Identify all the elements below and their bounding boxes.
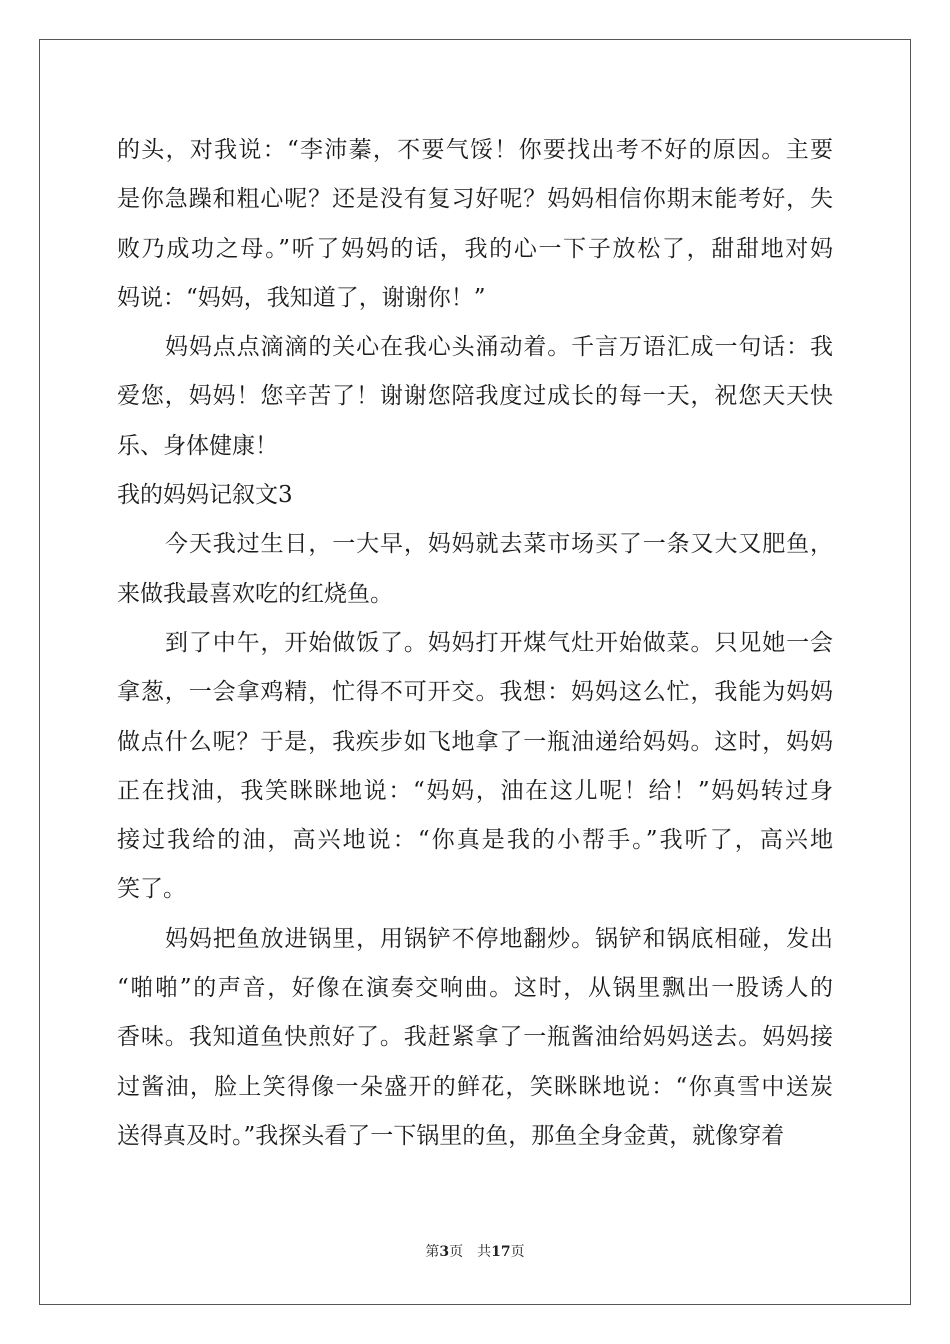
text-line: 的头，对我说：“李沛蓁，不要气馁！你要找出考不好的原因。主要 (117, 137, 833, 163)
text-line: 拿葱，一会拿鸡精，忙得不可开交。我想：妈妈这么忙，我能为妈妈 (117, 679, 833, 706)
total-suffix: 页 (510, 1244, 525, 1260)
page-footer (0, 1241, 950, 1261)
text-line: 过酱油，脸上笑得像一朵盛开的鲜花，笑眯眯地说：“你真雪中送炭 (117, 1073, 833, 1100)
text-line: 是你急躁和粗心呢？还是没有复习好呢？妈妈相信你期末能考好，失 (117, 186, 833, 213)
text-line: 香味。我知道鱼快煎好了。我赶紧拿了一瓶酱油给妈妈送去。妈妈接 (117, 1024, 833, 1051)
text-line: 送得真及时。”我探头看了一下锅里的鱼，那鱼全身金黄，就像穿着 (117, 1122, 785, 1149)
document-body (117, 126, 833, 1161)
text-line: 妈说：“妈妈，我知道了，谢谢你！” (117, 284, 486, 311)
page-number: 3 (439, 1244, 450, 1260)
text-line: 正在找油，我笑眯眯地说：“妈妈，油在这儿呢！给！”妈妈转过身 (117, 777, 833, 804)
total-prefix: 共 (477, 1244, 492, 1260)
text-line: 乐、身体健康！ (117, 432, 278, 459)
text-line: 做点什么呢？于是，我疾步如飞地拿了一瓶油递给妈妈。这时，妈妈 (117, 728, 833, 755)
text-line: 妈妈点点滴滴的关心在我心头涌动着。千言万语汇成一句话：我 (165, 334, 833, 361)
text-line: “啪啪”的声音，好像在演奏交响曲。这时，从锅里飘出一股诱人的 (117, 975, 833, 1002)
total-pages: 17 (491, 1244, 511, 1260)
text-line: 来做我最喜欢吃的红烧鱼。 (117, 580, 393, 607)
text-line: 到了中午，开始做饭了。妈妈打开煤气灶开始做菜。只见她一会 (165, 629, 833, 656)
text-line: 妈妈把鱼放进锅里，用锅铲不停地翻炒。锅铲和锅底相碰，发出 (165, 925, 833, 952)
text-line: 接过我给的油，高兴地说：“你真是我的小帮手。”我听了，高兴地 (117, 827, 833, 854)
section-heading: 我的妈妈记叙文3 (117, 482, 293, 509)
page-suffix: 页 (449, 1244, 464, 1260)
text-line: 今天我过生日，一大早，妈妈就去菜市场买了一条又大又肥鱼， (165, 531, 833, 558)
text-line: 爱您，妈妈！您辛苦了！谢谢您陪我度过成长的每一天，祝您天天快 (117, 383, 833, 410)
text-line: 笑了。 (117, 876, 186, 903)
page-prefix: 第 (425, 1244, 440, 1260)
text-line: 败乃成功之母。”听了妈妈的话，我的心一下子放松了，甜甜地对妈 (117, 235, 833, 262)
